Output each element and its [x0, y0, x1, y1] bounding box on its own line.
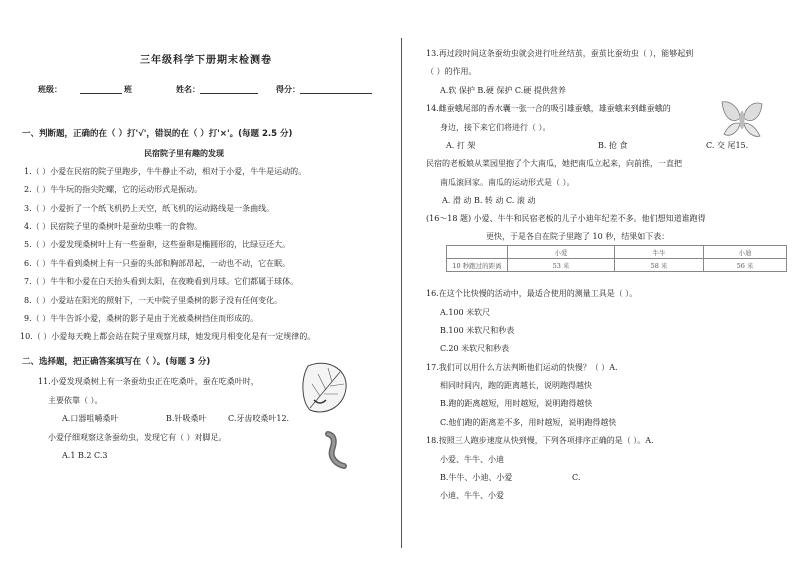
q13-text: （ ）的作用。: [426, 67, 477, 76]
q15-text: 南瓜滚回家。南瓜的运动形式是（ ）。: [440, 178, 575, 187]
q16-18-intro: 更快，于是各自在院子里跑了 10 秒，结果如下表：: [486, 232, 670, 241]
q18-option: 小爱、牛牛、小迪: [440, 455, 504, 464]
q17-option: 相同时间内，跑的距离越长，说明跑得越快: [440, 381, 592, 390]
table-cell: 53 米: [508, 259, 615, 272]
q11-option: C.牙齿咬桑叶12.: [228, 414, 290, 423]
q18-option: C.: [572, 473, 581, 482]
q12-text: 小爱仔细观察这条蚕幼虫，发现它有（ ）对脚足。: [48, 433, 227, 442]
q17-option: C.他们跑的距离差不多，用时越短，说明跑得越快: [440, 418, 617, 427]
q13-options: A.软 保护 B.硬 保护 C.硬 提供营养: [440, 86, 566, 95]
judge-item: 2.（ ）牛牛玩的指尖陀螺，它的运动形式是振动。: [24, 185, 203, 194]
q17-option: B.跑的距离越短，用时越短，说明跑得越快: [440, 399, 593, 408]
q14-option: A. 打 架: [446, 141, 476, 150]
moth-icon: [718, 98, 766, 140]
judge-item: 8.（ ）小爱站在阳光的照射下，一天中院子里桑树的影子没有任何变化。: [24, 296, 283, 305]
q16-option: B.100 米软尺和秒表: [440, 326, 515, 335]
mulberry-leaf-icon: [300, 360, 352, 418]
q11-text: 主要依靠（ ）。: [48, 396, 103, 405]
silkworm-icon: [322, 430, 350, 470]
q14-text: 14.雌蚕蛾尾部的香水囊一张一合的吸引雄蚕蛾，雄蚕蛾来到雌蚕蛾的: [426, 104, 671, 113]
judge-item: 4.（ ）民宿院子里的桑树叶是蚕幼虫唯一的食物。: [24, 222, 203, 231]
judge-item: 5.（ ）小爱发现桑树叶上有一些蚕卵，这些蚕卵是椭圆形的，比绿豆还大。: [24, 240, 291, 249]
q14-option: B. 抢 食: [598, 141, 628, 150]
page-title: 三年级科学下册期末检测卷: [140, 55, 272, 66]
judge-item: 9.（ ）牛牛告诉小爱，桑树的影子是由于光被桑树挡住而形成的。: [24, 314, 259, 323]
class-blank[interactable]: [80, 93, 122, 94]
q15-text: 民宿的老板娘从菜园里抱了个大南瓜，她把南瓜立起来，向前推，一直把: [426, 159, 682, 168]
q11-option: A.口器咀嚼桑叶: [62, 414, 119, 423]
q16-18-intro: (16～18 题) 小爱、牛牛和民宿老板的儿子小迪年纪差不多。他们想知道谁跑得: [426, 214, 706, 223]
judge-item: 3.（ ）小爱折了一个纸飞机扔上天空，纸飞机的运动路线是一条曲线。: [24, 204, 275, 213]
column-divider: [401, 38, 402, 548]
table-row: [447, 259, 787, 272]
results-table: [446, 245, 787, 272]
judge-item: 10.（ ）小爱每天晚上都会站在院子里观察月球，她发现月相变化是有一定规律的。: [20, 332, 316, 341]
name-blank[interactable]: [200, 93, 258, 94]
q16-text: 16.在这个比快慢的活动中，最适合使用的测量工具是（ ）。: [426, 289, 638, 298]
q14-option: C. 交 尾15.: [706, 141, 749, 150]
q11-text: 11.小爱发现桑树上有一条蚕幼虫正在吃桑叶，蚕在吃桑叶时，: [38, 377, 259, 386]
judge-item: 1.（ ）小爱在民宿的院子里跑步，牛牛静止不动，相对于小爱，牛牛是运动的。: [24, 167, 307, 176]
q18-option: 小迪、牛牛、小爱: [440, 491, 504, 500]
table-cell: 58 米: [615, 259, 704, 272]
class-label: 班级：: [38, 84, 62, 94]
q13-text: 13.再过段时间这条蚕幼虫就会进行吐丝结茧，蚕茧比蚕幼虫（ ），能够起到: [426, 49, 694, 58]
part1-subtitle: 民宿院子里有趣的发现: [144, 148, 224, 158]
table-cell: 56 米: [704, 259, 787, 272]
table-header: 小迪: [704, 246, 787, 259]
table-header: 牛牛: [615, 246, 704, 259]
part2-heading: 二、选择题，把正确答案填写在（ ）。(每题 3 分): [22, 357, 211, 367]
table-cell: [447, 246, 508, 259]
name-label: 姓名：: [176, 84, 200, 94]
score-blank[interactable]: [300, 93, 372, 94]
q18-option: B.牛牛、小迪、小爱: [440, 473, 513, 482]
class-suffix: 班: [124, 84, 132, 94]
part1-heading: 一、判断题，正确的在（ ）打'√'，错误的在（ ）打'×'。(每题 2.5 分): [22, 129, 293, 139]
q14-text: 身边，接下来它们将进行（ ）。: [440, 123, 551, 132]
q16-option: C.20 米软尺和秒表: [440, 344, 510, 353]
q17-text: 17.我们可以用什么方法判断他们运动的快慢？（ ）A.: [426, 363, 618, 372]
judge-item: 6.（ ）牛牛看到桑树上有一只蚕的头部和胸部昂起，一动也不动，它在眠。: [24, 259, 291, 268]
table-header: 小爱: [508, 246, 615, 259]
table-row-label: 10 秒跑过的距离: [447, 259, 508, 272]
q18-text: 18.按照三人跑步速度从快到慢，下列各项排序正确的是（ ）。A.: [426, 436, 654, 445]
judge-item: 7.（ ）牛牛和小爱在白天抬头看到太阳，在夜晚看到月球。它们都属于球体。: [24, 277, 299, 286]
q16-option: A.100 米软尺: [440, 308, 491, 317]
q15-options: A. 滑 动 B. 转 动 C. 滚 动: [442, 196, 536, 205]
q11-option: B.针吸桑叶: [166, 414, 207, 423]
q12-options: A.1 B.2 C.3: [62, 451, 108, 460]
score-label: 得分：: [276, 84, 300, 94]
table-row: [447, 246, 787, 259]
